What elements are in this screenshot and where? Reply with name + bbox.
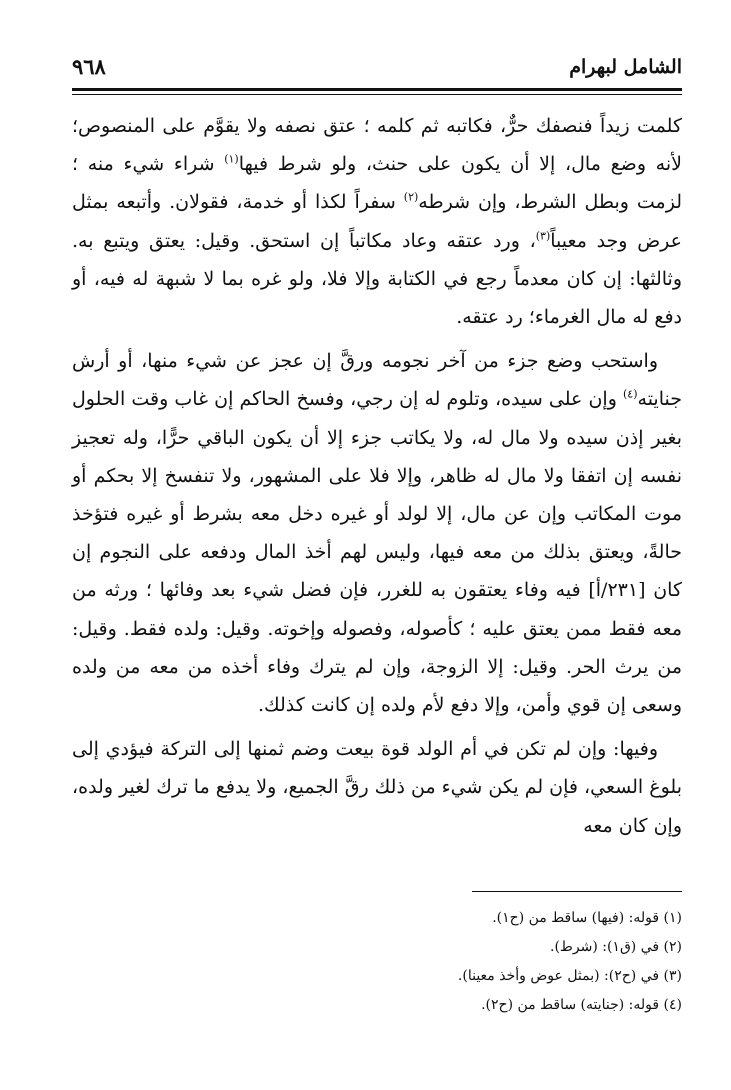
footnote-3: (٣) في (ح٢): (بمثل عوض وأخذ معينا). [457,967,682,984]
text-run: وفيها: وإن لم تكن في أم الولد قوة بيعت وضم ثمنها إلى التركة فيؤدي إلى بلوغ السعي، فإن لم يكن شيء من ذلك رقَّ الجميع، ولا يدفع ما ترك لغير ولده، وإن كان معه [72,738,682,837]
main-text [72,107,682,845]
paragraph-2 [72,342,682,724]
footnote-1: (١) قوله: (فيها) ساقط من (ح١). [492,909,682,926]
book-page [72,48,682,1048]
footnote-ref-4: (٤) [623,388,638,402]
text-run: وإن على سيده، وتلوم له إن رجي، وفسخ الحاكم إن غاب وقت الحلول بغير إذن سيده ولا مال له، ولا يكاتب جزء إلا أن يكون الباقي حرًّا، وله تعجيز نفسه إن اتفقا ولا مال له ظاهر، وإلا فلا على المشهور، ولا تنفسخ إلا بحكم أو موت المكاتب وإن عن مال، إلا لولد أو غيره دخل معه بشرط أو غيره فتؤخذ حالةً، ويعتق بذلك من معه فيها، وليس لهم أخذ المال ودفعه على النجوم إن كان [٢٣١/أ] فيه وفاء يعتقون به للغرر، فإن فضل شيء بعد وفائها ؛ ورثه من معه فقط ممن يعتق عليه ؛ كأصوله، وفصوله وإخوته. وقيل: ولده فقط. وقيل: من يرث الحر. وقيل: إلا الزوجة، وإن لم يترك وفاء أخذه من معه من ولده وسعى إن قوي وأمن، وإلا دفع لأم ولده إن كانت كذلك. [72,388,682,717]
text-run: واستحب وضع جزء من آخر نجومه ورقَّ إن عجز عن شيء منها، أو أرش جنايته [72,350,682,411]
footnote-ref-1: (١) [224,152,239,166]
text-run: كلمت زيداً فنصفك حرٌّ، فكاتبه ثم كلمه ؛ عتق نصفه ولا يقوَّم على المنصوص؛ لأنه وضع مال، إلا أن يكون على حنث، ولو شرط فيها [72,115,682,176]
page-header [72,48,682,91]
text-run: سفراً لكذا أو خدمة، فقولان. وأتبعه بمثل عرض وجد معيباً [72,191,682,252]
footnotes [72,904,682,1020]
text-run: ، ورد عتقه وعاد مكاتباً إن استحق. وقيل: يعتق ويتبع به. وثالثها: إن كان معدماً رجع في الكتابة وإلا فلا، ولو غره بما لا شبهة له فيه، أو دفع له مال الغرماء؛ رد عتقه. [72,229,682,329]
footnote-divider [472,891,682,892]
footnote-2: (٢) في (ق١): (شرط). [550,938,682,955]
paragraph-3 [72,730,682,845]
text-run: شراء شيء منه ؛ لزمت وبطل الشرط، وإن شرطه [72,153,682,214]
footnote-ref-2: (٢) [403,191,419,205]
running-title: الشامل لبهرام [569,56,682,78]
footnote-4: (٤) قوله: (جنايته) ساقط من (ح٢). [481,996,682,1013]
paragraph-1 [72,107,682,336]
footnote-ref-3: (٣) [535,229,551,243]
page-number: ٩٦٨ [72,54,106,79]
